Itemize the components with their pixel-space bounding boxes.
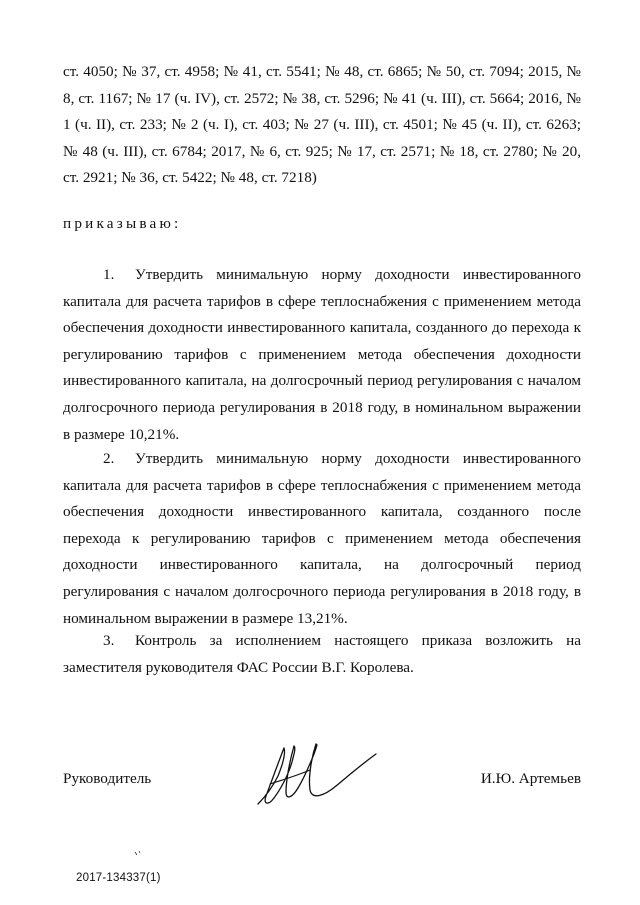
order-word: приказываю:: [63, 215, 182, 232]
order-item-3: [63, 628, 581, 681]
order-item-text: Утвердить минимальную норму доходности инвестированного капитала для расчета тарифов в сфере теплоснабжения с применением метода обеспечения доходности инвестированного капитала, созданного после перехода к регулированию тарифов с применением метода обеспечения доходности инвестированного капитала, на долгосрочный период регулирования с началом долгосрочного периода регулирования в 2018 году, в номинальном выражении в размере 13,21%.: [63, 450, 581, 627]
document-number: 2017-134337(1): [76, 872, 161, 884]
signature-row: [63, 770, 581, 800]
order-item-text: Контроль за исполнением настоящего приказа возложить на заместителя руководителя ФАС России В.Г. Королева.: [63, 632, 581, 676]
order-item-number: 1.: [103, 266, 115, 283]
order-item-number: 2.: [103, 450, 115, 467]
order-item-number: 3.: [103, 632, 115, 649]
tick-mark: [134, 850, 142, 858]
signatory-title: Руководитель: [63, 770, 152, 787]
signatory-name: И.Ю. Артемьев: [480, 770, 581, 787]
order-item-2: [63, 446, 581, 632]
order-item-text: Утвердить минимальную норму доходности инвестированного капитала для расчета тарифов в сфере теплоснабжения с применением метода обеспечения доходности инвестированного капитала, созданного до перехода к регулированию тарифов с применением метода обеспечения доходности инвестированного капитала, на долгосрочный период регулирования с началом долгосрочного периода регулирования в 2018 году, в номинальном выражении в размере 10,21%.: [63, 266, 581, 443]
legal-references-paragraph: ст. 4050; № 37, ст. 4958; № 41, ст. 5541; № 48, ст. 6865; № 50, ст. 7094; 2015, № 8, ст. 1167; № 17 (ч. IV), ст. 2572; № 38, ст. 5296; № 41 (ч. III), ст. 5664; 2016, № 1 (ч. II), ст. 233; № 2 (ч. I), ст. 403; № 27 (ч. III), ст. 4501; № 45 (ч. II), ст. 6263; № 48 (ч. III), ст. 6784; 2017, № 6, ст. 925; № 17, ст. 2571; № 18, ст. 2780; № 20, ст. 2921; № 36, ст. 5422; № 48, ст. 7218): [63, 63, 581, 187]
order-item-1: [63, 262, 581, 448]
